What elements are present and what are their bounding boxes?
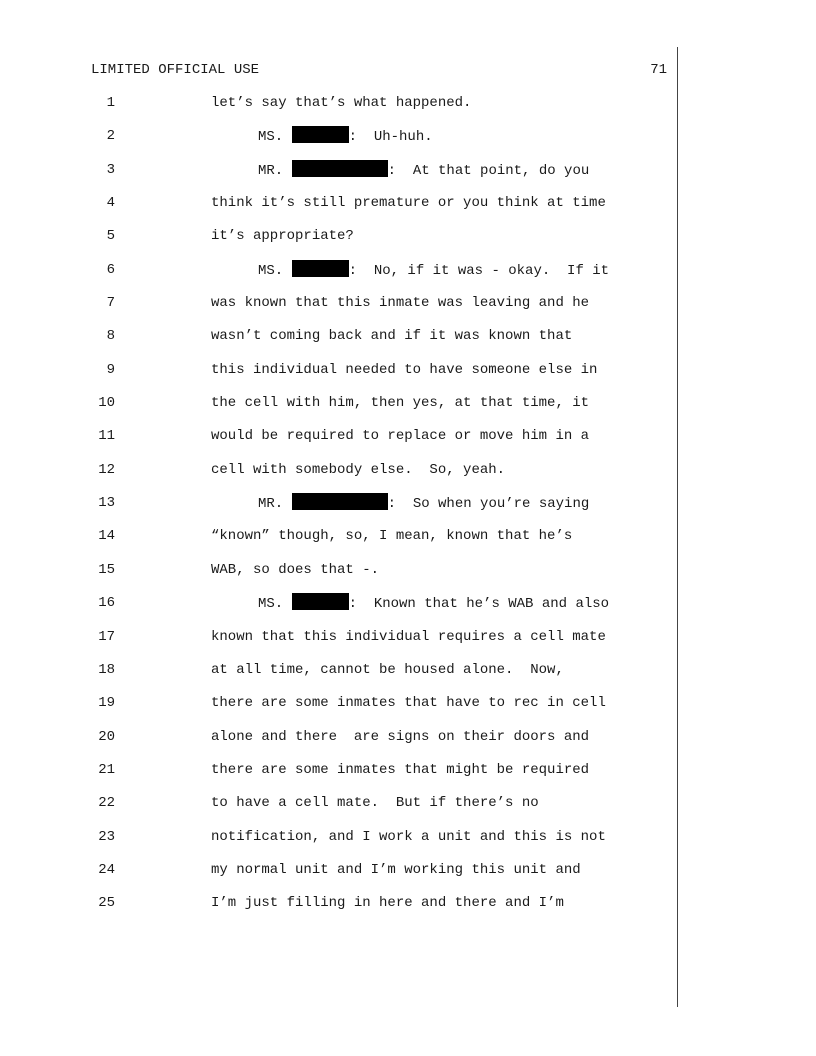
redacted-name <box>292 493 388 510</box>
transcript-line <box>0 526 676 559</box>
line-text: this individual needed to have someone else in <box>211 361 598 378</box>
line-text: : Uh-huh. <box>348 129 433 146</box>
line-text: at all time, cannot be housed alone. Now, <box>211 661 564 678</box>
line-number: 13 <box>98 495 115 512</box>
line-text: there are some inmates that might be required <box>211 761 590 778</box>
line-number: 4 <box>106 195 115 212</box>
speaker-line <box>258 260 609 281</box>
line-number: 20 <box>98 728 115 745</box>
right-margin-rule <box>677 47 678 1007</box>
speaker-line <box>258 126 433 147</box>
line-text: to have a cell mate. But if there’s no <box>211 795 539 812</box>
line-number: 3 <box>106 161 115 178</box>
speaker-title: MR. <box>258 162 284 179</box>
speaker-title: MS. <box>258 262 284 279</box>
line-number: 17 <box>98 628 115 645</box>
redacted-name <box>292 593 349 610</box>
transcript-line <box>0 160 676 193</box>
line-number: 14 <box>98 528 115 545</box>
line-number: 5 <box>106 228 115 245</box>
line-text: : So when you’re saying <box>387 496 590 513</box>
transcript-line <box>0 426 676 459</box>
transcript-line <box>0 860 676 893</box>
line-text: : At that point, do you <box>387 162 590 179</box>
line-number: 1 <box>106 95 115 111</box>
line-text: WAB, so does that -. <box>211 561 380 578</box>
line-text: notification, and I work a unit and this is not <box>211 828 606 845</box>
line-number: 15 <box>98 561 115 578</box>
line-text: was known that this inmate was leaving and he <box>211 295 590 312</box>
transcript-line <box>0 760 676 793</box>
line-number: 11 <box>98 428 115 445</box>
line-number: 9 <box>106 361 115 378</box>
speaker-title: MS. <box>258 596 284 613</box>
line-number: 6 <box>106 261 115 278</box>
page-number: 71 <box>650 62 667 78</box>
redacted-name <box>292 260 349 277</box>
line-text: think it’s still premature or you think at time <box>211 195 606 212</box>
line-text: cell with somebody else. So, yeah. <box>211 461 506 478</box>
line-text: would be required to replace or move him in a <box>211 428 590 445</box>
transcript-line <box>0 627 676 660</box>
transcript-line <box>0 793 676 826</box>
transcript-line <box>0 660 676 693</box>
line-text: : Known that he’s WAB and also <box>348 596 610 613</box>
transcript-line <box>0 360 676 393</box>
transcript-line <box>0 827 676 860</box>
speaker-title: MS. <box>258 129 284 146</box>
transcript-line <box>0 393 676 426</box>
line-number: 18 <box>98 661 115 678</box>
line-text: known that this individual requires a cell mate <box>211 628 606 645</box>
line-number: 19 <box>98 695 115 712</box>
transcript-line <box>0 693 676 726</box>
line-text: let’s say that’s what happened. <box>211 95 472 111</box>
transcript-line <box>0 460 676 493</box>
line-number: 2 <box>106 128 115 145</box>
redacted-name <box>292 160 388 177</box>
transcript-line <box>0 326 676 359</box>
line-text: “known” though, so, I mean, known that he’s <box>211 528 573 545</box>
speaker-line <box>258 160 589 181</box>
line-number: 23 <box>98 828 115 845</box>
transcript-line <box>0 293 676 326</box>
line-text: : No, if it was - okay. If it <box>348 262 610 279</box>
transcript-line <box>0 493 676 526</box>
transcript-line <box>0 226 676 259</box>
speaker-title: MR. <box>258 496 284 513</box>
transcript-line <box>0 126 676 159</box>
transcript-line <box>0 727 676 760</box>
line-text: the cell with him, then yes, at that time, it <box>211 395 590 412</box>
transcript-line <box>0 93 676 126</box>
line-text: there are some inmates that have to rec in cell <box>211 695 606 712</box>
transcript-line <box>0 893 676 926</box>
transcript-lines <box>0 93 676 927</box>
classification-header: LIMITED OFFICIAL USE <box>91 62 260 78</box>
line-number: 10 <box>98 395 115 412</box>
line-text: alone and there are signs on their doors and <box>211 728 590 745</box>
line-text: it’s appropriate? <box>211 228 354 245</box>
transcript-line <box>0 260 676 293</box>
line-number: 21 <box>98 761 115 778</box>
speaker-line <box>258 493 589 514</box>
line-number: 16 <box>98 595 115 612</box>
transcript-line <box>0 593 676 626</box>
redacted-name <box>292 126 349 143</box>
line-text: my normal unit and I’m working this unit and <box>211 861 581 878</box>
line-text: I’m just filling in here and there and I’m <box>211 895 564 912</box>
line-number: 24 <box>98 861 115 878</box>
transcript-line <box>0 193 676 226</box>
line-number: 12 <box>98 461 115 478</box>
transcript-line <box>0 560 676 593</box>
line-number: 22 <box>98 795 115 812</box>
line-number: 7 <box>106 295 115 312</box>
line-number: 25 <box>98 895 115 912</box>
line-text: wasn’t coming back and if it was known that <box>211 328 573 345</box>
line-number: 8 <box>106 328 115 345</box>
speaker-line <box>258 593 609 614</box>
